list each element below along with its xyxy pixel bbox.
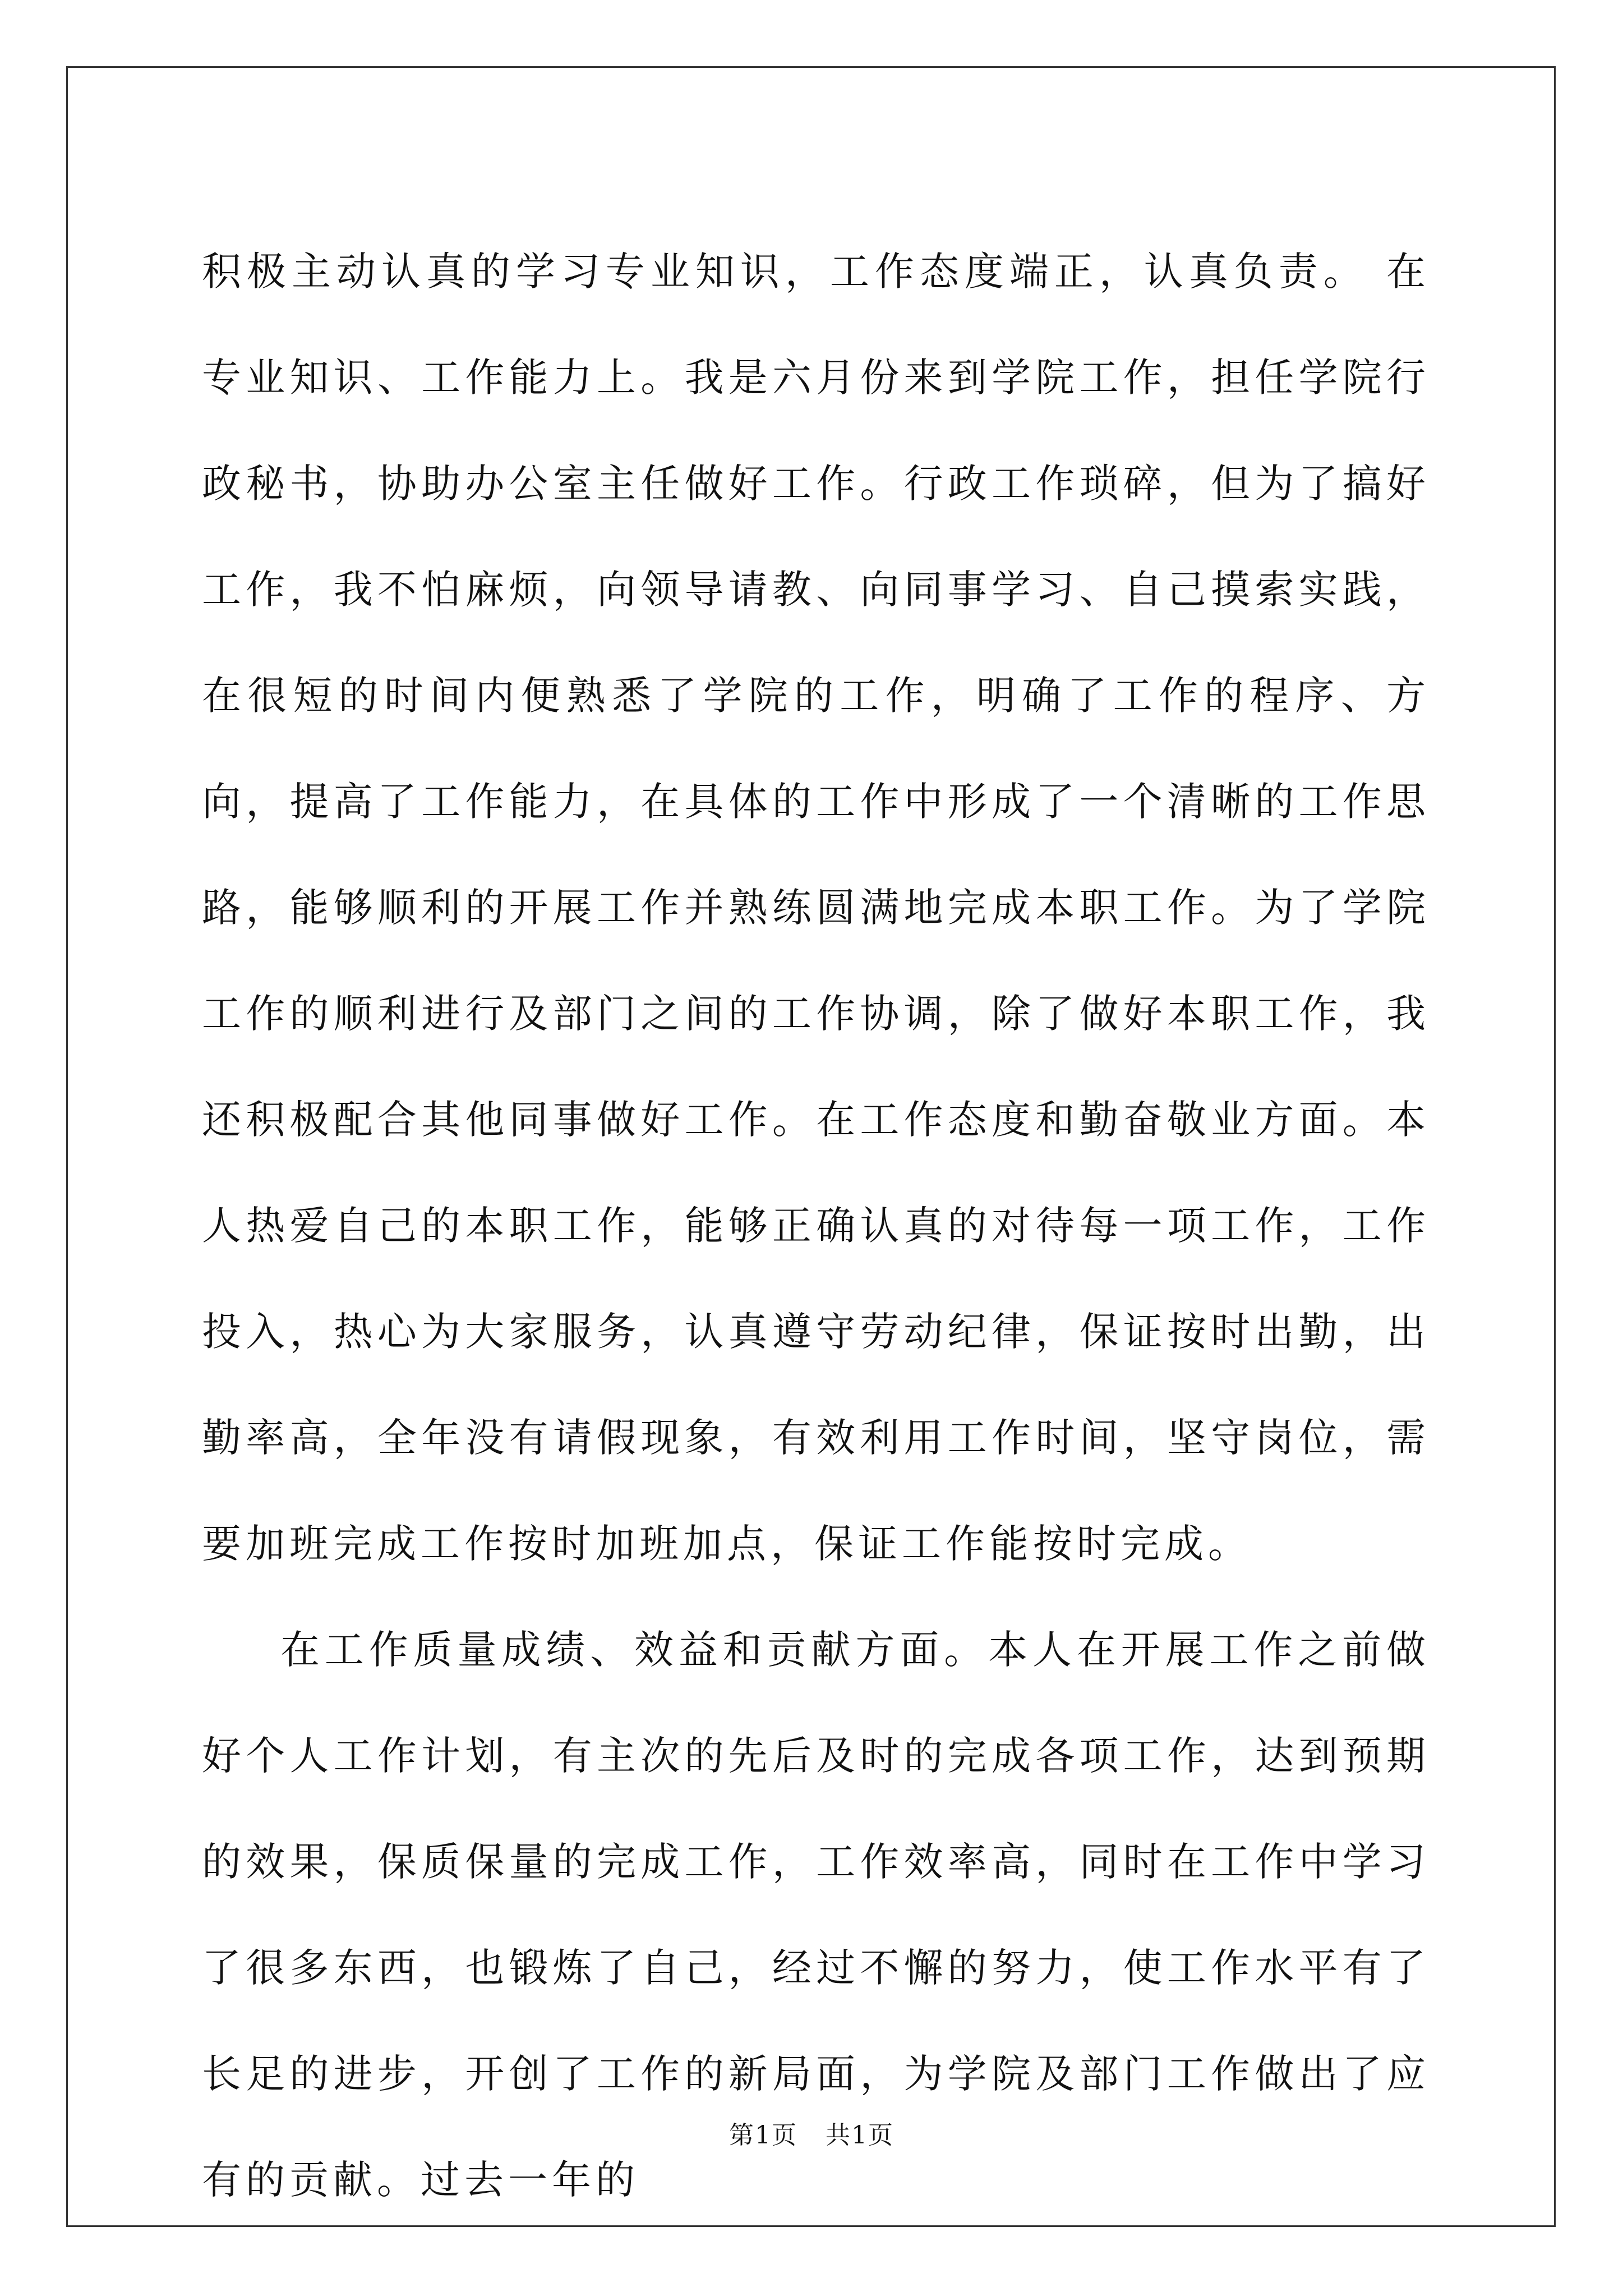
page-footer bbox=[0, 2115, 1623, 2151]
paragraph-2: 在工作质量成绩、效益和贡献方面。本人在开展工作之前做好个人工作计划，有主次的先后及时的完成各项工作，达到预期的效果，保质保量的完成工作，工作效率高，同时在工作中学习了很多东西，也锻炼了自己，经过不懈的努力，使工作水平有了长足的进步，开创了工作的新局面，为学院及部门工作做出了应有的贡献。过去一年的 bbox=[202, 1627, 1430, 2203]
document-body bbox=[202, 219, 1430, 2233]
page-total: 共1页 bbox=[826, 2121, 894, 2150]
page-number: 第1页 bbox=[729, 2121, 797, 2150]
paragraph-1: 积极主动认真的学习专业知识，工作态度端正，认真负责。 在专业知识、工作能力上。我是六月份来到学院工作，担任学院行政秘书，协助办公室主任做好工作。行政工作琐碎，但为了搞好工作，我不怕麻烦，向领导请教、向同事学习、自己摸索实践，在很短的时间内便熟悉了学院的工作，明确了工作的程序、方向，提高了工作能力，在具体的工作中形成了一个清晰的工作思路，能够顺利的开展工作并熟练圆满地完成本职工作。为了学院工作的顺利进行及部门之间的工作协调，除了做好本职工作，我还积极配合其他同事做好工作。在工作态度和勤奋敬业方面。本人热爱自己的本职工作，能够正确认真的对待每一项工作，工作投入，热心为大家服务，认真遵守劳动纪律，保证按时出勤，出勤率高，全年没有请假现象，有效利用工作时间，坚守岗位，需要加班完成工作按时加班加点，保证工作能按时完成。 bbox=[202, 249, 1430, 1567]
